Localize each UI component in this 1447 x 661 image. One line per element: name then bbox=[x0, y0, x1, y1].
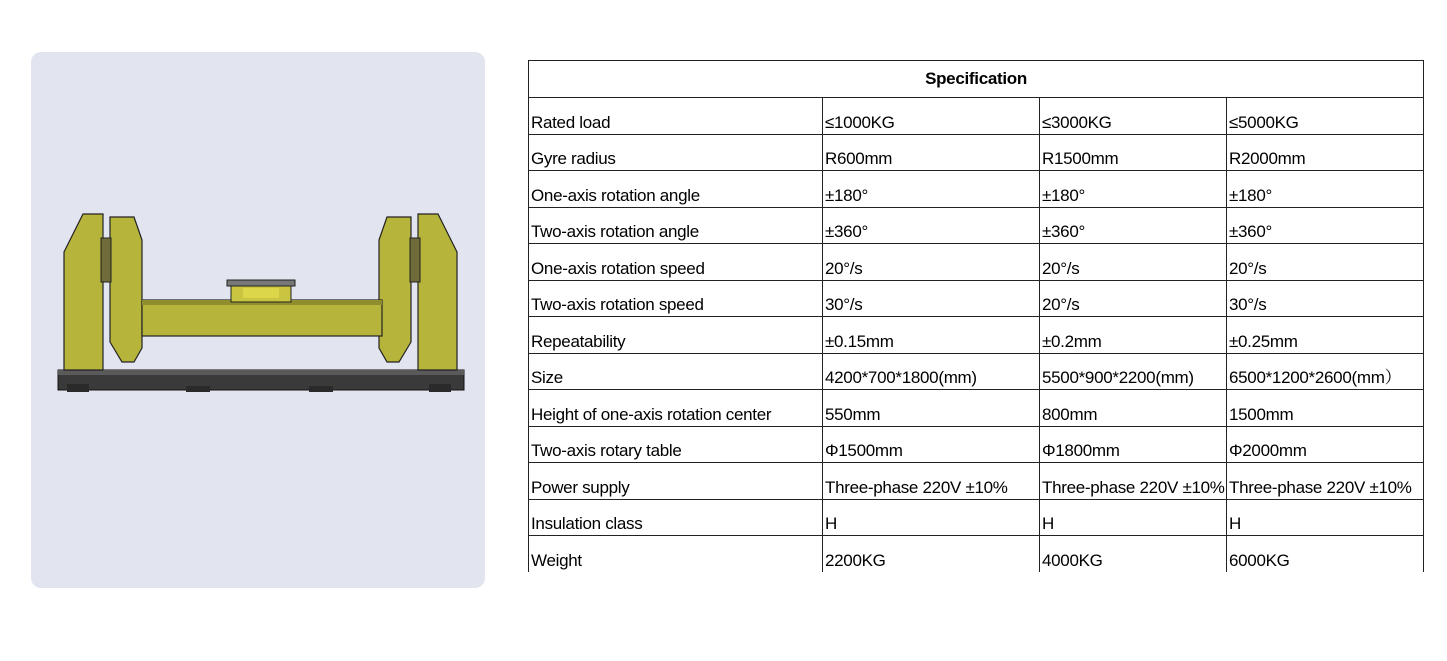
table-cell: ±0.15mm bbox=[823, 317, 1040, 354]
row-label: One-axis rotation speed bbox=[529, 244, 823, 281]
table-cell: 20°/s bbox=[1040, 244, 1227, 281]
table-row bbox=[529, 390, 1424, 427]
table-body bbox=[529, 98, 1424, 572]
table-cell: 800mm bbox=[1040, 390, 1227, 427]
product-image-panel bbox=[31, 52, 485, 588]
table-row bbox=[529, 317, 1424, 354]
table-row bbox=[529, 244, 1424, 281]
table-cell: H bbox=[823, 499, 1040, 536]
row-label: Height of one-axis rotation center bbox=[529, 390, 823, 427]
table-cell: 20°/s bbox=[1040, 280, 1227, 317]
table-row bbox=[529, 207, 1424, 244]
table-cell: ±180° bbox=[1040, 171, 1227, 208]
table-cell: Three-phase 220V ±10% bbox=[823, 463, 1040, 500]
row-label: Two-axis rotary table bbox=[529, 426, 823, 463]
row-label: Gyre radius bbox=[529, 134, 823, 171]
table-row bbox=[529, 353, 1424, 390]
table-cell: 30°/s bbox=[823, 280, 1040, 317]
table-cell: 1500mm bbox=[1227, 390, 1424, 427]
table-cell: ±0.25mm bbox=[1227, 317, 1424, 354]
row-label: Two-axis rotation speed bbox=[529, 280, 823, 317]
table-cell: Φ2000mm bbox=[1227, 426, 1424, 463]
table-cell: Three-phase 220V ±10% bbox=[1040, 463, 1227, 500]
table-cell: 5500*900*2200(mm) bbox=[1040, 353, 1227, 390]
row-label: Insulation class bbox=[529, 499, 823, 536]
table-row bbox=[529, 280, 1424, 317]
table-cell: R2000mm bbox=[1227, 134, 1424, 171]
table-cell: ≤3000KG bbox=[1040, 98, 1227, 135]
table-cell: ±360° bbox=[823, 207, 1040, 244]
row-label: Rated load bbox=[529, 98, 823, 135]
table-row bbox=[529, 134, 1424, 171]
table-cell: H bbox=[1040, 499, 1227, 536]
row-label: Repeatability bbox=[529, 317, 823, 354]
table-cell: ±360° bbox=[1227, 207, 1424, 244]
table-row bbox=[529, 98, 1424, 135]
table-cell: ≤5000KG bbox=[1227, 98, 1424, 135]
table-cell: 20°/s bbox=[1227, 244, 1424, 281]
row-label: Weight bbox=[529, 536, 823, 572]
table-cell: 30°/s bbox=[1227, 280, 1424, 317]
table-cell: ±0.2mm bbox=[1040, 317, 1227, 354]
table-cell: ±360° bbox=[1040, 207, 1227, 244]
row-label: Size bbox=[529, 353, 823, 390]
row-label: Power supply bbox=[529, 463, 823, 500]
table-cell: Φ1500mm bbox=[823, 426, 1040, 463]
table-cell: Three-phase 220V ±10% bbox=[1227, 463, 1424, 500]
table-cell: 6000KG bbox=[1227, 536, 1424, 572]
table-cell: 4000KG bbox=[1040, 536, 1227, 572]
table-cell: ±180° bbox=[1227, 171, 1424, 208]
table-cell: H bbox=[1227, 499, 1424, 536]
table-cell: R1500mm bbox=[1040, 134, 1227, 171]
row-label: One-axis rotation angle bbox=[529, 171, 823, 208]
table-row bbox=[529, 499, 1424, 536]
table-row bbox=[529, 426, 1424, 463]
row-label: Two-axis rotation angle bbox=[529, 207, 823, 244]
table-cell: ±180° bbox=[823, 171, 1040, 208]
table-title: Specification bbox=[529, 61, 1424, 98]
table-cell: ≤1000KG bbox=[823, 98, 1040, 135]
table-cell: 20°/s bbox=[823, 244, 1040, 281]
positioner-machine-icon bbox=[31, 52, 485, 588]
table-header-row bbox=[529, 61, 1424, 98]
table-cell: 2200KG bbox=[823, 536, 1040, 572]
table-row bbox=[529, 536, 1424, 572]
specification-table bbox=[528, 60, 1424, 572]
table-row bbox=[529, 171, 1424, 208]
table-cell: 6500*1200*2600(mm） bbox=[1227, 353, 1424, 390]
table-row bbox=[529, 463, 1424, 500]
table-cell: R600mm bbox=[823, 134, 1040, 171]
table-cell: 550mm bbox=[823, 390, 1040, 427]
table-cell: Φ1800mm bbox=[1040, 426, 1227, 463]
table-cell: 4200*700*1800(mm) bbox=[823, 353, 1040, 390]
